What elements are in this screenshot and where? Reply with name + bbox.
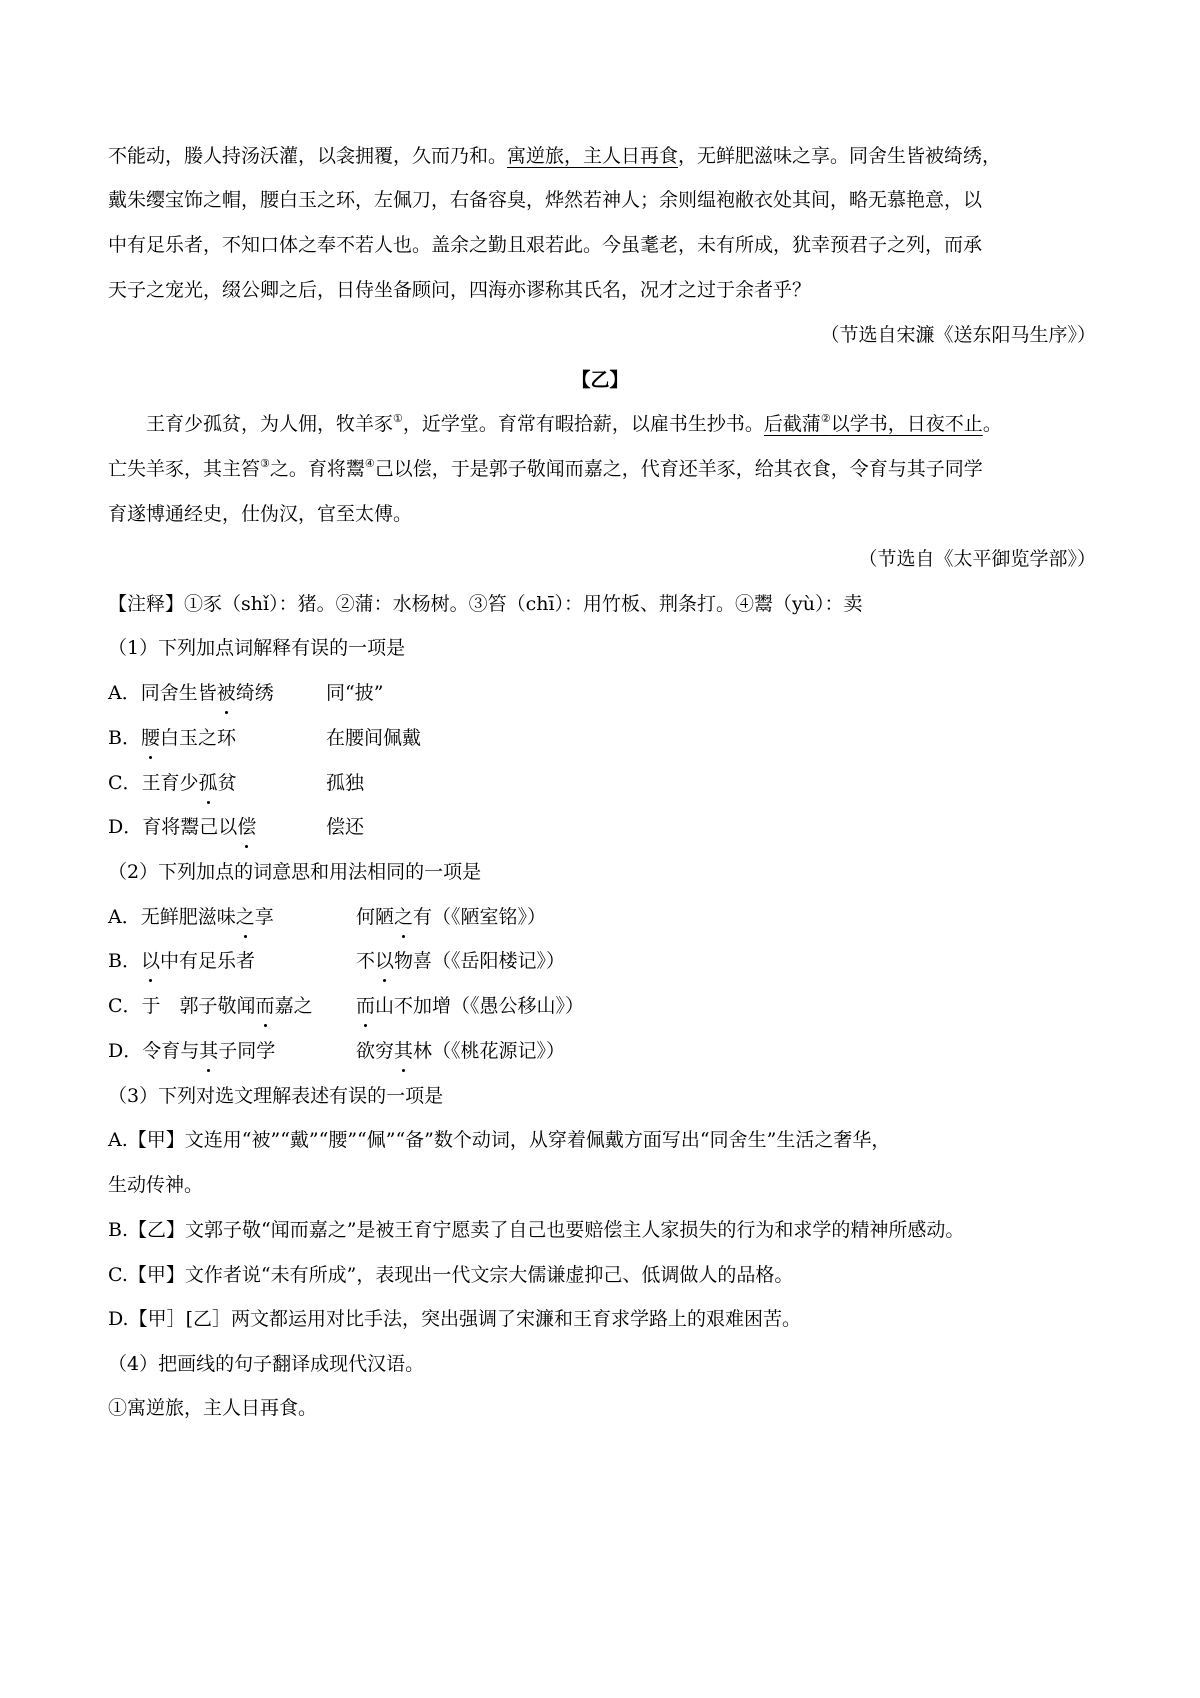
dotted-word: 之	[236, 903, 255, 931]
yi-line-3: 育遂博通经史，仕伪汉，官至太傅。	[108, 503, 413, 525]
q1-option-d-explanation: 偿还	[326, 816, 365, 838]
jia-line-3: 中有足乐者，不知口体之奉不若人也。盖余之勤且艰若此。今虽耄老，未有所成，犹幸预君子之列，而承	[108, 234, 983, 256]
footnote-mark: ③	[260, 457, 270, 470]
yi-line-2	[108, 455, 983, 483]
q3-option-b: B.【乙】文郭子敬“闻而嘉之”是被王育宁愿卖了自己也要赔偿主人家损失的行为和求学的精神所感动。	[108, 1219, 965, 1241]
dotted-word: 被	[217, 679, 236, 707]
q3-option-a-line-2: 生动传神。	[108, 1174, 204, 1196]
jia-line-2: 戴朱缨宝饰之帽，腰白玉之环，左佩刀，右备容臭，烨然若神人；余则缊袍敝衣处其间，略无慕艳意，以	[108, 189, 983, 211]
text-run: 享	[254, 906, 274, 928]
text-run: D．育将鬻己以	[108, 816, 238, 838]
text-run: A．同舍生皆	[108, 682, 217, 704]
q4-stem: （4）把画线的句子翻译成现代汉语。	[108, 1353, 425, 1375]
text-run: D．令育与	[108, 1040, 200, 1062]
q3-option-a-line-1: A.【甲】文连用“被”“戴”“腰”“佩”“备”数个动词，从穿着佩戴方面写出“同舍生”生活之奢华，	[108, 1129, 891, 1151]
q1-option-a-explanation: 同“披”	[326, 682, 384, 704]
text-run: ，无鲜肥滋味之享。同舍生皆被绮绣，	[678, 145, 1002, 167]
text-run: 何陋	[356, 906, 395, 928]
dotted-word: 其	[199, 1037, 218, 1065]
text-run: 后截蒲	[763, 413, 821, 435]
q4-item-1: ①寓逆旅，主人日再食。	[108, 1397, 318, 1419]
q2-option-d	[108, 1037, 275, 1065]
yi-source: （节选自《太平御览学部》）	[858, 548, 1096, 570]
text-run: C．王育少	[108, 772, 199, 794]
text-run: 嘉之	[274, 995, 313, 1017]
q3-stem: （3）下列对选文理解表述有误的一项是	[108, 1085, 444, 1107]
dotted-word: 以	[375, 947, 394, 975]
text-run: 子同学	[218, 1040, 276, 1062]
dotted-word: 以	[141, 947, 160, 975]
text-run: 欲穷	[356, 1040, 395, 1062]
dotted-word: 其	[394, 1037, 413, 1065]
text-run: 白玉之环	[159, 727, 236, 749]
jia-line-4: 天子之宠光，缀公卿之后，日侍坐备顾问，四海亦谬称其氏名，况才之过于余者乎？	[108, 279, 812, 301]
text-run: 以学书，日夜不止	[830, 413, 983, 435]
q2-option-c-compare	[356, 992, 584, 1020]
annotation-notes: 【注释】①豕（shǐ）：猪。②蒲：水杨树。③笞（chī）：用竹板、荆条打。④鬻（yù）：卖	[108, 593, 863, 615]
footnote-mark: ④	[364, 457, 375, 470]
dotted-word: 而	[356, 992, 375, 1020]
yi-heading: 【乙】	[571, 369, 629, 391]
q1-stem: （1）下列加点词解释有误的一项是	[108, 637, 406, 659]
q2-option-b-compare	[356, 947, 565, 975]
text-run: 有（《陋室铭》）	[413, 906, 547, 928]
q1-option-d	[108, 813, 256, 841]
text-run: ，近学堂。育常有暇拾薪，以雇书生抄书。	[402, 413, 764, 435]
text-run: C．于 郭子敬闻	[108, 995, 256, 1017]
q2-option-b	[108, 947, 255, 975]
text-run: B．	[108, 950, 141, 972]
q2-option-a-compare	[356, 903, 546, 931]
dotted-word: 之	[394, 903, 413, 931]
text-run: 绮绣	[235, 682, 274, 704]
q3-option-c: C.【甲】文作者说“未有所成”，表现出一代文宗大儒谦虚抑己、低调做人的品格。	[108, 1264, 794, 1286]
q2-option-a	[108, 903, 274, 931]
jia-line-1	[108, 142, 1001, 170]
dotted-word: 腰	[141, 724, 160, 752]
q1-option-c	[108, 769, 237, 797]
text-run: 物喜（《岳阳楼记》）	[394, 950, 566, 972]
text-run: A．无鲜肥滋味	[108, 906, 236, 928]
q1-option-b	[108, 724, 236, 752]
q2-option-d-compare	[356, 1037, 565, 1065]
text-run: 之。育将鬻	[269, 458, 365, 480]
text-run: 不	[356, 950, 376, 972]
dotted-word: 偿	[237, 813, 256, 841]
text-run: 。	[982, 413, 1002, 435]
text-run: 林（《桃花源记》）	[413, 1040, 566, 1062]
dotted-word: 而	[256, 992, 275, 1020]
text-run: 贫	[217, 772, 237, 794]
q2-stem: （2）下列加点的词意思和用法相同的一项是	[108, 861, 482, 883]
q1-option-a	[108, 679, 274, 707]
jia-source: （节选自宋濂《送东阳马生序》）	[820, 324, 1096, 346]
q2-option-c	[108, 992, 313, 1020]
q3-option-d: D.【甲］[乙］两文都运用对比手法，突出强调了宋濂和王育求学路上的艰难困苦。	[108, 1308, 802, 1330]
text-run: 己以偿，于是郭子敬闻而嘉之，代育还羊豕，给其衣食，令育与其子同学	[374, 458, 983, 480]
text-run: 山不加增（《愚公移山》）	[375, 995, 585, 1017]
text-run: 亡失羊豕，其主笞	[108, 458, 261, 480]
text-run: 不能动，媵人持汤沃灌，以衾拥覆，久而乃和。	[108, 145, 508, 167]
footnote-mark: ①	[393, 412, 403, 425]
underlined-sentence-1: 寓逆旅，主人日再食	[507, 145, 679, 167]
yi-line-1	[146, 410, 1002, 438]
text-run: B．	[108, 727, 141, 749]
text-run: 中有足乐者	[159, 950, 255, 972]
footnote-mark: ②	[820, 412, 831, 425]
q1-option-c-explanation: 孤独	[326, 772, 365, 794]
q1-option-b-explanation: 在腰间佩戴	[326, 727, 422, 749]
dotted-word: 孤	[199, 769, 218, 797]
underlined-sentence-2	[764, 413, 983, 435]
text-run: 王育少孤贫，为人佣，牧羊豕	[146, 413, 394, 435]
